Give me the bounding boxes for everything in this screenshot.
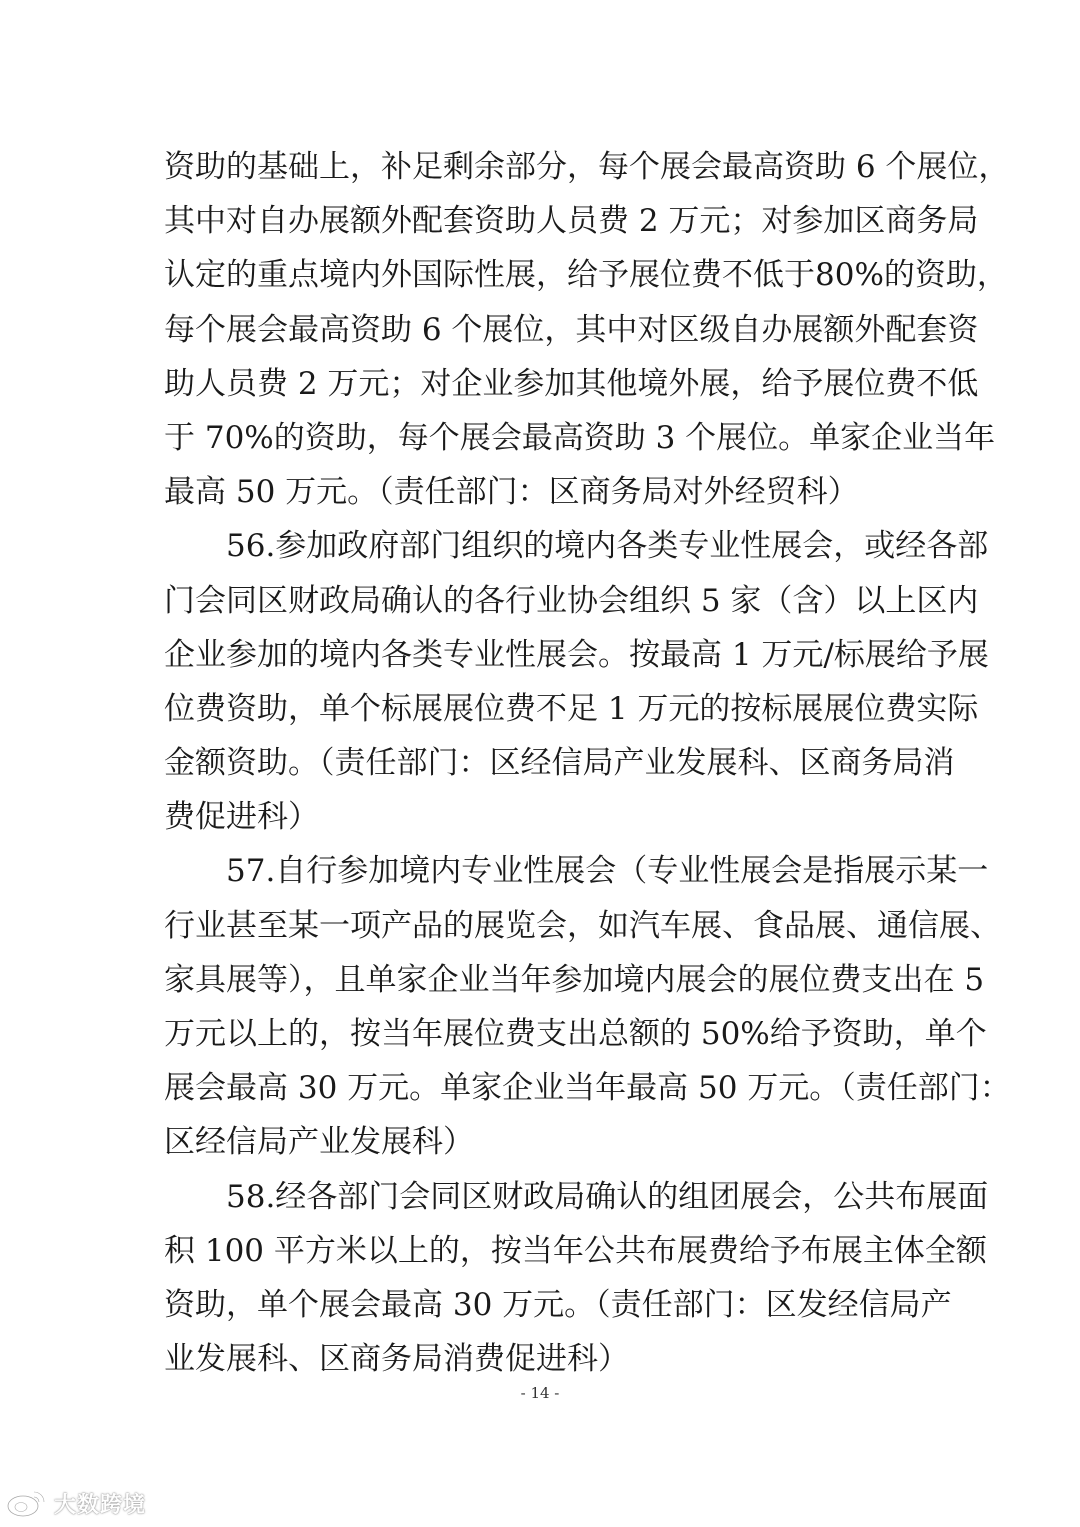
text-line: 区经信局产业发展科） — [164, 1124, 474, 1161]
text-line: 资助的基础上，补足剩余部分，每个展会最高资助 6 个展位， — [164, 149, 1010, 185]
text-line: 万元以上的，按当年展位费支出总额的 50%给予资助，单个 — [164, 1016, 987, 1052]
text-line: 金额资助。（责任部门：区经信局产业发展科、区商务局消 — [164, 745, 955, 782]
text-line: 56.参加政府部门组织的境内各类专业性展会，或经各部 — [226, 528, 989, 565]
text-line: 于 70%的资助，每个展会最高资助 3 个展位。单家企业当年 — [164, 419, 996, 456]
watermark — [6, 1486, 146, 1520]
text-line: 资助，单个展会最高 30 万元。（责任部门：区发经信局产 — [164, 1286, 952, 1323]
text-line: 展会最高 30 万元。单家企业当年最高 50 万元。（责任部门： — [164, 1070, 1011, 1107]
watermark-text: 大数跨境 — [54, 1492, 147, 1518]
text-line: 家具展等），且单家企业当年参加境内展会的展位费支出在 5 — [164, 961, 985, 998]
text-line: 57.自行参加境内专业性展会（专业性展会是指展示某一 — [226, 853, 989, 890]
text-line: 企业参加的境内各类专业性展会。按最高 1 万元/标展给予展 — [164, 636, 989, 673]
text-line: 费促进科） — [164, 799, 319, 836]
text-line: 位费资助，单个标展展位费不足 1 万元的按标展展位费实际 — [164, 690, 979, 727]
text-line: 积 100 平方米以上的，按当年公共布展费给予布展主体全额 — [164, 1232, 987, 1269]
text-line: 58.经各部门会同区财政局确认的组团展会，公共布展面 — [226, 1178, 989, 1215]
text-line: 认定的重点境内外国际性展，给予展位费不低于80%的资助， — [164, 257, 1008, 294]
weibo-logo-icon — [6, 1488, 48, 1518]
document-body — [164, 140, 1011, 1386]
text-line: 行业甚至某一项产品的展览会，如汽车展、食品展、通信展、 — [164, 907, 1001, 944]
text-line: 其中对自办展额外配套资助人员费 2 万元；对参加区商务局 — [164, 203, 979, 240]
page-number: - 14 - — [520, 1384, 560, 1402]
text-line: 每个展会最高资助 6 个展位，其中对区级自办展额外配套资 — [164, 311, 979, 348]
text-line: 助人员费 2 万元；对企业参加其他境外展，给予展位费不低 — [164, 365, 979, 402]
text-line: 最高 50 万元。（责任部门：区商务局对外经贸科） — [164, 474, 859, 511]
text-line: 门会同区财政局确认的各行业协会组织 5 家（含）以上区内 — [164, 582, 979, 619]
text-line: 业发展科、区商务局消费促进科） — [164, 1341, 629, 1378]
